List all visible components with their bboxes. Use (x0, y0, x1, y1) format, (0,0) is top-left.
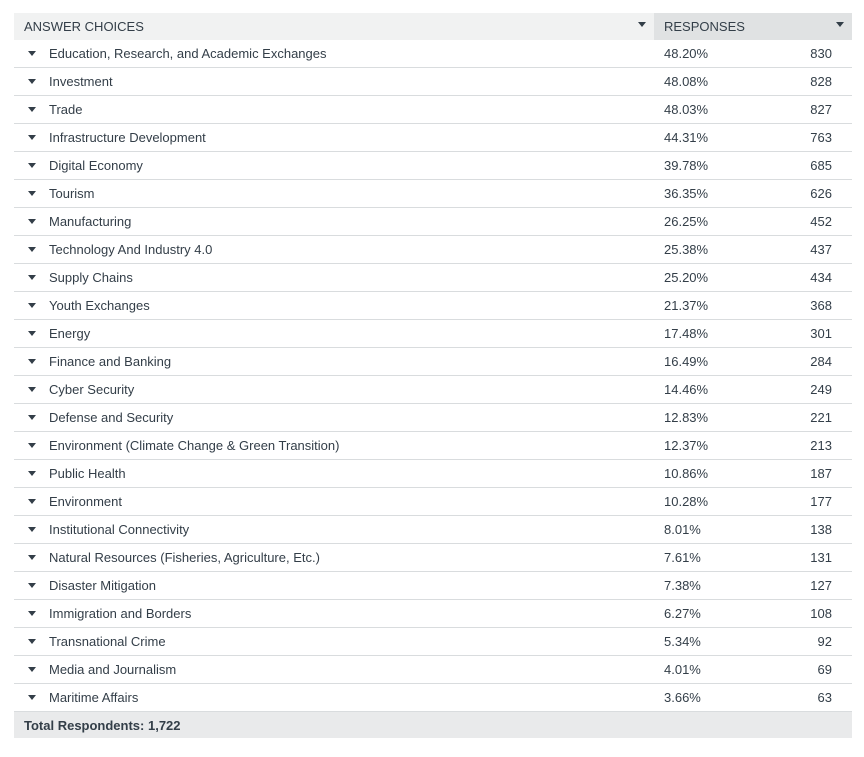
table-row (14, 348, 852, 376)
answer-choice-label: Trade (49, 102, 83, 117)
table-row (14, 96, 852, 124)
answer-choice-cell (14, 544, 654, 571)
answer-choice-cell (14, 600, 654, 627)
response-count: 452 (810, 214, 832, 229)
row-expand-toggle[interactable] (14, 68, 49, 95)
answer-choice-label: Media and Journalism (49, 662, 177, 677)
response-count: 437 (810, 242, 832, 257)
response-count: 63 (817, 690, 832, 705)
answer-choice-cell (14, 488, 654, 515)
answer-choice-cell (14, 348, 654, 375)
response-percent: 21.37% (664, 298, 709, 313)
response-percent: 26.25% (664, 214, 709, 229)
table-row (14, 236, 852, 264)
table-header (14, 13, 852, 40)
caret-down-icon (28, 611, 36, 616)
answer-choice-label: Technology And Industry 4.0 (49, 242, 213, 257)
caret-down-icon (28, 527, 36, 532)
response-count: 827 (810, 102, 832, 117)
response-percent: 5.34% (664, 634, 701, 649)
response-count: 828 (810, 74, 832, 89)
answer-choice-label: Immigration and Borders (49, 606, 192, 621)
row-expand-toggle[interactable] (14, 208, 49, 235)
table-row (14, 320, 852, 348)
answer-choice-cell (14, 180, 654, 207)
table-row (14, 40, 852, 68)
caret-down-icon (28, 639, 36, 644)
table-row (14, 488, 852, 516)
response-percent: 12.83% (664, 410, 709, 425)
table-row (14, 572, 852, 600)
response-percent: 16.49% (664, 354, 709, 369)
answer-choice-label: Defense and Security (49, 410, 174, 425)
table-row (14, 292, 852, 320)
caret-down-icon (28, 695, 36, 700)
answer-choice-label: Institutional Connectivity (49, 522, 190, 537)
table-row (14, 544, 852, 572)
table-row (14, 404, 852, 432)
answer-choice-cell (14, 460, 654, 487)
answer-choice-label: Public Health (49, 466, 126, 481)
responses-header-label: RESPONSES (664, 19, 745, 34)
row-expand-toggle[interactable] (14, 600, 49, 627)
row-expand-toggle[interactable] (14, 152, 49, 179)
response-count: 127 (810, 578, 832, 593)
row-expand-toggle[interactable] (14, 264, 49, 291)
table-row (14, 124, 852, 152)
caret-down-icon (28, 219, 36, 224)
caret-down-icon (28, 275, 36, 280)
row-expand-toggle[interactable] (14, 404, 49, 431)
answer-choice-label: Tourism (49, 186, 95, 201)
responses-header[interactable] (654, 13, 852, 40)
answer-choice-cell (14, 236, 654, 263)
answer-choice-cell (14, 264, 654, 291)
answer-choice-cell (14, 320, 654, 347)
response-count: 69 (817, 662, 832, 677)
answer-choice-cell (14, 40, 654, 67)
response-percent: 25.38% (664, 242, 709, 257)
response-count: 249 (810, 382, 832, 397)
row-expand-toggle[interactable] (14, 460, 49, 487)
response-count: 284 (810, 354, 832, 369)
table-row (14, 656, 852, 684)
answer-choice-cell (14, 124, 654, 151)
answer-choice-cell (14, 292, 654, 319)
answer-choice-label: Environment (Climate Change & Green Transition) (49, 438, 340, 453)
row-expand-toggle[interactable] (14, 684, 49, 711)
response-count: 187 (810, 466, 832, 481)
response-percent: 17.48% (664, 326, 709, 341)
answer-choice-cell (14, 152, 654, 179)
caret-down-icon (28, 135, 36, 140)
caret-down-icon (28, 191, 36, 196)
table-row (14, 264, 852, 292)
caret-down-icon (28, 79, 36, 84)
answer-choice-label: Disaster Mitigation (49, 578, 156, 593)
responses-table (14, 13, 852, 738)
row-expand-toggle[interactable] (14, 320, 49, 347)
response-count: 830 (810, 46, 832, 61)
table-row (14, 600, 852, 628)
response-count: 213 (810, 438, 832, 453)
response-count: 434 (810, 270, 832, 285)
response-percent: 4.01% (664, 662, 701, 677)
answer-choice-label: Education, Research, and Academic Exchanges (49, 46, 327, 61)
answer-choice-label: Maritime Affairs (49, 690, 139, 705)
row-expand-toggle[interactable] (14, 544, 49, 571)
sort-down-icon[interactable] (836, 22, 844, 27)
table-row (14, 152, 852, 180)
answer-choice-cell (14, 656, 654, 683)
response-percent: 39.78% (664, 158, 709, 173)
response-percent: 48.03% (664, 102, 709, 117)
response-count: 368 (810, 298, 832, 313)
response-count: 131 (810, 550, 832, 565)
answer-choice-label: Natural Resources (Fisheries, Agriculture, Etc.) (49, 550, 320, 565)
answer-choice-label: Finance and Banking (49, 354, 172, 369)
caret-down-icon (28, 303, 36, 308)
answer-choice-label: Energy (49, 326, 91, 341)
row-expand-toggle[interactable] (14, 516, 49, 543)
answer-choice-cell (14, 628, 654, 655)
response-count: 108 (810, 606, 832, 621)
response-count: 763 (810, 130, 832, 145)
caret-down-icon (28, 163, 36, 168)
response-count: 626 (810, 186, 832, 201)
response-percent: 8.01% (664, 522, 701, 537)
response-percent: 10.86% (664, 466, 709, 481)
response-percent: 25.20% (664, 270, 709, 285)
response-percent: 12.37% (664, 438, 709, 453)
answer-choice-cell (14, 432, 654, 459)
table-row (14, 180, 852, 208)
response-percent: 48.08% (664, 74, 709, 89)
answer-choice-cell (14, 96, 654, 123)
table-row (14, 68, 852, 96)
table-body (14, 40, 852, 712)
caret-down-icon (28, 51, 36, 56)
caret-down-icon (28, 443, 36, 448)
response-percent: 36.35% (664, 186, 709, 201)
caret-down-icon (28, 359, 36, 364)
response-count: 138 (810, 522, 832, 537)
caret-down-icon (28, 471, 36, 476)
response-count: 177 (810, 494, 832, 509)
caret-down-icon (28, 499, 36, 504)
response-percent: 48.20% (664, 46, 709, 61)
answer-choices-header-label: ANSWER CHOICES (24, 19, 144, 34)
answer-choice-label: Investment (49, 74, 113, 89)
caret-down-icon (28, 415, 36, 420)
table-row (14, 208, 852, 236)
answer-choice-label: Manufacturing (49, 214, 132, 229)
answer-choice-cell (14, 572, 654, 599)
row-expand-toggle[interactable] (14, 124, 49, 151)
table-footer (14, 712, 852, 738)
answer-choice-cell (14, 404, 654, 431)
response-percent: 7.61% (664, 550, 701, 565)
answer-choice-label: Infrastructure Development (49, 130, 206, 145)
caret-down-icon (28, 555, 36, 560)
response-count: 685 (810, 158, 832, 173)
answer-choice-cell (14, 516, 654, 543)
caret-down-icon (28, 247, 36, 252)
response-percent: 10.28% (664, 494, 709, 509)
answer-choice-cell (14, 208, 654, 235)
table-row (14, 432, 852, 460)
response-percent: 14.46% (664, 382, 709, 397)
answer-choice-label: Youth Exchanges (49, 298, 150, 313)
response-percent: 7.38% (664, 578, 701, 593)
response-percent: 6.27% (664, 606, 701, 621)
caret-down-icon (28, 107, 36, 112)
answer-choice-label: Environment (49, 494, 122, 509)
table-row (14, 684, 852, 712)
table-row (14, 460, 852, 488)
answer-choice-label: Transnational Crime (49, 634, 166, 649)
row-expand-toggle[interactable] (14, 572, 49, 599)
sort-down-icon[interactable] (638, 22, 646, 27)
row-expand-toggle[interactable] (14, 236, 49, 263)
caret-down-icon (28, 331, 36, 336)
caret-down-icon (28, 583, 36, 588)
total-respondents: Total Respondents: 1,722 (24, 717, 181, 733)
caret-down-icon (28, 387, 36, 392)
answer-choice-label: Digital Economy (49, 158, 143, 173)
row-expand-toggle[interactable] (14, 628, 49, 655)
row-expand-toggle[interactable] (14, 348, 49, 375)
row-expand-toggle[interactable] (14, 488, 49, 515)
answer-choice-cell (14, 68, 654, 95)
row-expand-toggle[interactable] (14, 180, 49, 207)
answer-choice-cell (14, 376, 654, 403)
table-row (14, 628, 852, 656)
answer-choices-header[interactable] (14, 13, 654, 40)
response-count: 92 (817, 634, 832, 649)
row-expand-toggle[interactable] (14, 432, 49, 459)
table-row (14, 516, 852, 544)
row-expand-toggle[interactable] (14, 292, 49, 319)
response-percent: 3.66% (664, 690, 701, 705)
row-expand-toggle[interactable] (14, 40, 49, 67)
answer-choice-label: Supply Chains (49, 270, 133, 285)
answer-choice-cell (14, 684, 654, 711)
row-expand-toggle[interactable] (14, 96, 49, 123)
answer-choice-label: Cyber Security (49, 382, 135, 397)
response-percent: 44.31% (664, 130, 709, 145)
row-expand-toggle[interactable] (14, 656, 49, 683)
caret-down-icon (28, 667, 36, 672)
response-count: 301 (810, 326, 832, 341)
response-count: 221 (810, 410, 832, 425)
table-row (14, 376, 852, 404)
row-expand-toggle[interactable] (14, 376, 49, 403)
